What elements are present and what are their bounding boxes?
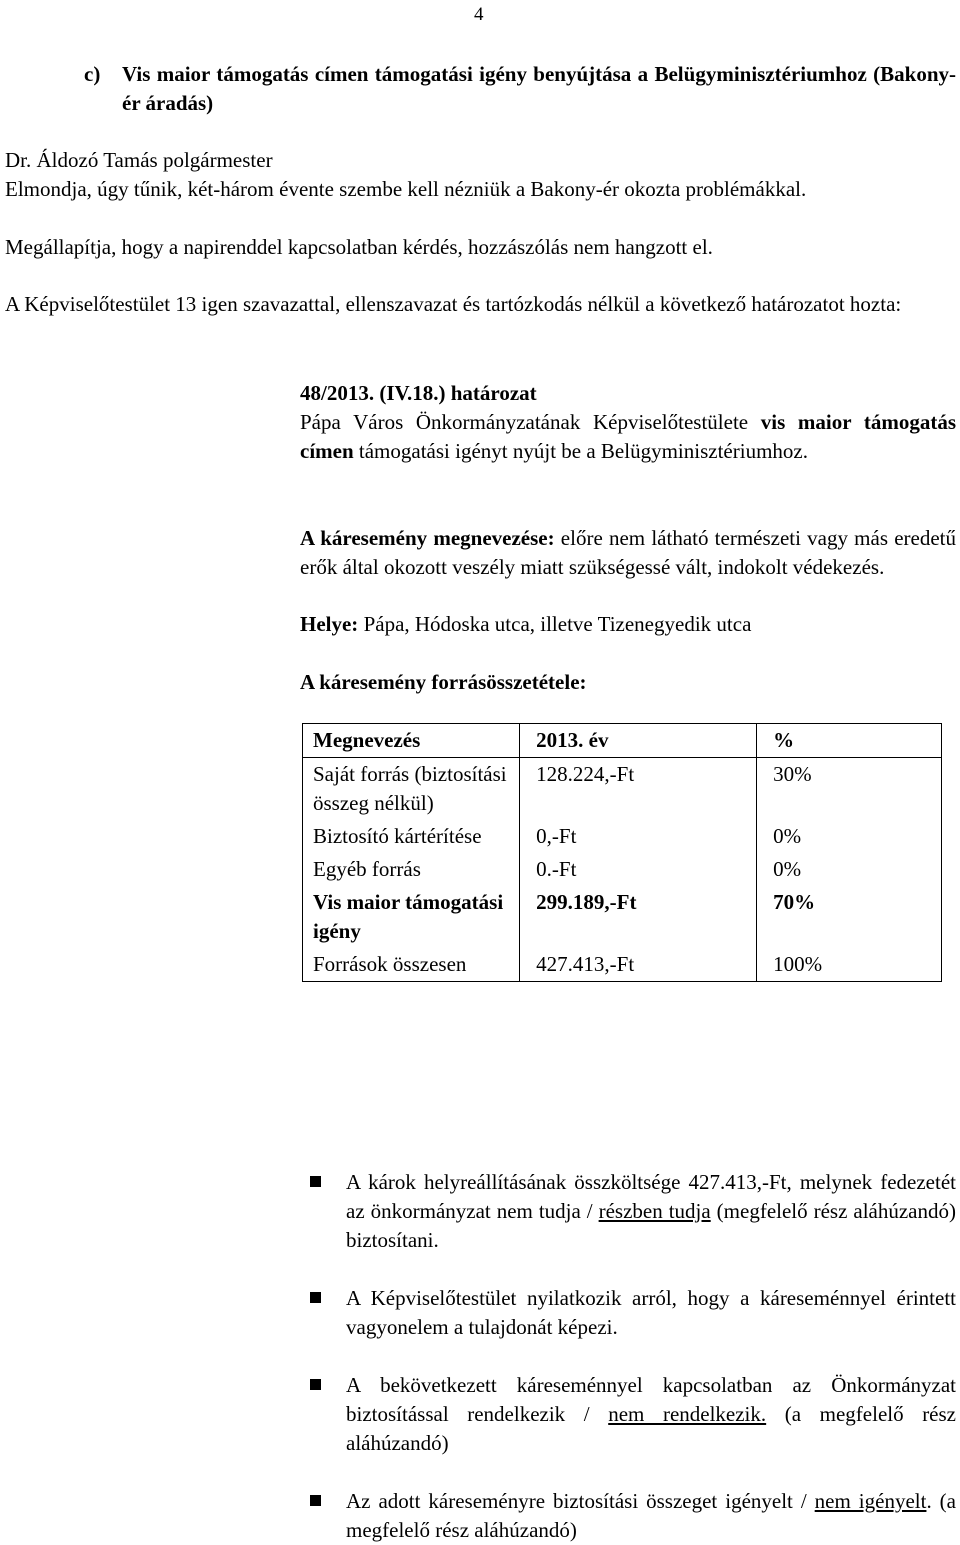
place-text: Pápa, Hódoska utca, illetve Tizenegyedik utca bbox=[358, 612, 752, 636]
funding-table bbox=[302, 723, 942, 982]
bullet-text: (megfelelő rész aláhúzandó) biztosítani. bbox=[346, 1199, 956, 1252]
cell-percent: 0% bbox=[757, 853, 942, 886]
cell-percent: 30% bbox=[757, 758, 942, 821]
cell-amount: 0,-Ft bbox=[520, 820, 757, 853]
bullet-square-icon bbox=[310, 1379, 321, 1390]
event-text: előre nem látható természeti vagy más eredetű erők által okozott veszély miatt szükségessé vált, indokolt védekezés. bbox=[300, 526, 957, 579]
bullet-text: A károk helyreállításának összköltsége 427.413,-Ft, melynek fedezetét az önkormányzat nem tudja / bbox=[346, 1170, 956, 1223]
bullet-square-icon bbox=[310, 1495, 321, 1506]
cell-amount: 427.413,-Ft bbox=[520, 948, 757, 982]
cell-percent: 100% bbox=[757, 948, 942, 982]
resolution-text bbox=[300, 408, 956, 466]
place-label: Helye: bbox=[300, 612, 359, 636]
resolution-text-b: vis maior támogatás címen bbox=[300, 410, 956, 463]
vote-text: A Képviselőtestület 13 igen szavazattal, ellenszavazat és tartózkodás nélkül a következő határozatot hozta: bbox=[5, 292, 902, 316]
underlined-choice: nem igényelt bbox=[814, 1489, 927, 1513]
header-year: 2013. év bbox=[520, 724, 757, 758]
bullet-text: A Képviselőtestület nyilatkozik arról, hogy a káreseménnyel érintett vagyonelem a tulajdonát képezi. bbox=[346, 1286, 956, 1339]
page-number: 4 bbox=[474, 4, 484, 25]
bullet-text: . (a megfelelő rész aláhúzandó) bbox=[346, 1489, 956, 1542]
header-name: Megnevezés bbox=[303, 724, 520, 758]
event-label: A káresemény megnevezése: bbox=[300, 526, 555, 550]
table-header-row bbox=[303, 724, 942, 758]
table-row bbox=[303, 820, 942, 853]
resolution-text-c: támogatási igényt nyújt be a Belügyminisztériumhoz. bbox=[353, 439, 808, 463]
section-label: c) bbox=[84, 62, 101, 86]
list-item bbox=[300, 1168, 956, 1255]
list-item bbox=[300, 1284, 956, 1342]
speaker-name: Dr. Áldozó Tamás polgármester bbox=[5, 148, 273, 172]
place-line bbox=[300, 610, 956, 639]
header-percent: % bbox=[757, 724, 942, 758]
bullet-square-icon bbox=[310, 1176, 321, 1187]
table-row bbox=[303, 853, 942, 886]
cell-name: Saját forrás (biztosítási összeg nélkül) bbox=[303, 758, 520, 821]
bullet-square-icon bbox=[310, 1292, 321, 1303]
section-title: Vis maior támogatás címen támogatási igény benyújtása a Belügyminisztériumhoz (Bakony-ér áradás) bbox=[122, 62, 956, 115]
list-item bbox=[300, 1487, 956, 1545]
cell-name: Források összesen bbox=[303, 948, 520, 982]
underlined-choice: részben tudja bbox=[598, 1199, 711, 1223]
bullet-text: A bekövetkezett káreseménnyel kapcsolatban az Önkormányzat biztosítással rendelkezik / bbox=[346, 1373, 956, 1426]
cell-amount: 299.189,-Ft bbox=[520, 886, 757, 948]
resolution-number: 48/2013. (IV.18.) határozat bbox=[300, 381, 537, 405]
table-row bbox=[303, 886, 942, 948]
cell-name: Vis maior támogatási igény bbox=[303, 886, 520, 948]
section-heading bbox=[84, 60, 956, 118]
table-row bbox=[303, 948, 942, 982]
list-item bbox=[300, 1371, 956, 1458]
cell-amount: 128.224,-Ft bbox=[520, 758, 757, 821]
bullet-text: (a megfelelő rész aláhúzandó) bbox=[346, 1402, 956, 1455]
finding-text: Megállapítja, hogy a napirenddel kapcsolatban kérdés, hozzászólás nem hangzott el. bbox=[5, 235, 713, 259]
composition-title: A káresemény forrásösszetétele: bbox=[300, 670, 587, 694]
underlined-choice: nem rendelkezik. bbox=[608, 1402, 767, 1426]
cell-amount: 0.-Ft bbox=[520, 853, 757, 886]
bullet-text: Az adott káreseményre biztosítási összeget igényelt / bbox=[346, 1489, 815, 1513]
cell-name: Biztosító kártérítése bbox=[303, 820, 520, 853]
resolution-text-a: Pápa Város Önkormányzatának Képviselőtestülete bbox=[300, 410, 761, 434]
cell-percent: 70% bbox=[757, 886, 942, 948]
cell-name: Egyéb forrás bbox=[303, 853, 520, 886]
cell-percent: 0% bbox=[757, 820, 942, 853]
event-description bbox=[300, 524, 956, 582]
speech-text: Elmondja, úgy tűnik, két-három évente szembe kell nézniük a Bakony-ér okozta problémákkal. bbox=[5, 177, 807, 201]
table-row bbox=[303, 758, 942, 821]
